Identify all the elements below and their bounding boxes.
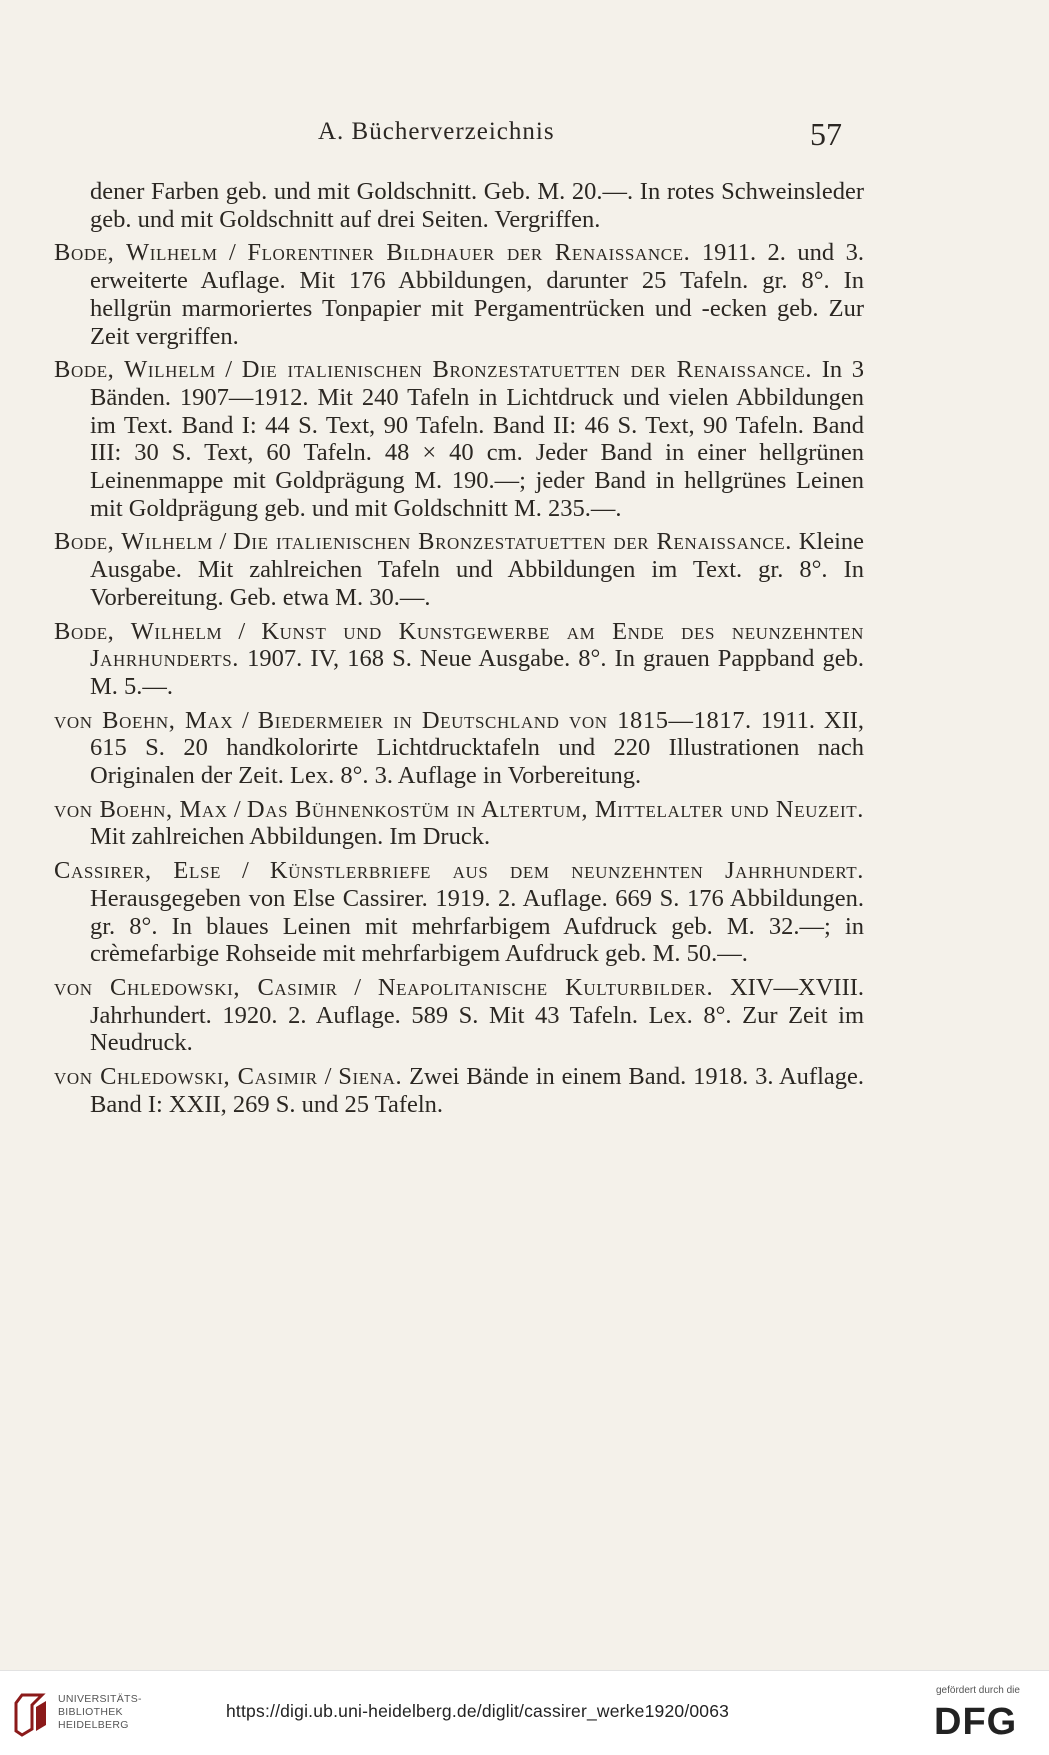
entry-title: Biedermeier in Deutschland von 1815—1817. [257, 706, 752, 734]
catalog-entry: von Boehn, Max / Biedermeier in Deutschland von 1815—1817. 1911. XII, 615 S. 20 handkolorirte Lichtdrucktafeln und 220 Illustrationen nach Originalen der Zeit. Lex. 8°. 3. Auflage in Vorbereitung. [54, 706, 865, 790]
entry-text: 1911. 2. und 3. erweiterte Auflage. Mit 176 Abbildungen, darunter 25 Tafeln. gr. 8°. In hellgrün marmoriertes Tonpapier mit Pergamentrücken und -ecken geb. Zur Zeit vergriffen. [90, 239, 865, 350]
university-library-logo-icon [12, 1691, 52, 1737]
catalog-entry: von Boehn, Max / Das Bühnenkostüm in Altertum, Mittelalter und Neuzeit. Mit zahlreichen Abbildungen. Im Druck. [54, 795, 865, 851]
entry-author: von Boehn, Max [54, 706, 234, 734]
entry-title: Florentiner Bildhauer der Renaissance. [247, 239, 691, 267]
entry-author: Bode, Wilhelm [54, 239, 218, 267]
entry-text: Kleine Ausgabe. Mit zahlreichen Tafeln und Abbildungen im Text. gr. 8°. In Vorbereitung. Geb. etwa M. 30.—. [90, 528, 865, 611]
university-library-name [58, 1693, 142, 1732]
catalog-entries [54, 178, 864, 1125]
entry-text: XIV—XVIII. Jahrhundert. 1920. 2. Auflage. 589 S. Mit 43 Tafeln. Lex. 8°. Zur Zeit im Neudruck. [90, 973, 865, 1057]
entry-author: Cassirer, Else [54, 857, 221, 885]
entry-title: Neapolitanische Kulturbilder. [377, 973, 714, 1001]
entry-text: Herausgegeben von Else Cassirer. 1919. 2. Auflage. 669 S. 176 Abbildungen. gr. 8°. In blaues Leinen mit mehrfarbigem Aufdruck geb. M. 32.—; in crèmefarbige Rohseide mit mehrfarbigem Aufdruck geb. M. 50.—. [90, 884, 864, 968]
catalog-entry: Bode, Wilhelm / Kunst und Kunstgewerbe am Ende des neunzehnten Jahrhunderts. 1907. IV, 168 S. Neue Ausgabe. 8°. In grauen Pappband geb. M. 5.—. [54, 617, 865, 700]
entry-title: Künstlerbriefe aus dem neunzehnten Jahrhundert. [269, 857, 864, 885]
entry-text: In 3 Bänden. 1907—1912. Mit 240 Tafeln in Lichtdruck und vielen Abbildungen im Text. Band I: 44 S. Text, 90 Tafeln. Band II: 46 S. Text, 90 Tafeln. Band III: 30 S. Text, 60 Tafeln. 48 × 40 cm. Jeder Band in einer hellgrünen Leinenmappe mit Goldprägung M. 190.—; jeder Band in hellgrünes Leinen mit Goldprägung geb. und mit Goldschnitt M. 235.—. [90, 356, 865, 522]
catalog-entry: von Chledowski, Casimir / Neapolitanische Kulturbilder. XIV—XVIII. Jahrhundert. 1920. 2. Auflage. 589 S. Mit 43 Tafeln. Lex. 8°. Zur Zeit im Neudruck. [54, 973, 865, 1057]
entry-text: 1911. XII, 615 S. 20 handkolorirte Lichtdrucktafeln und 220 Illustrationen nach Originalen der Zeit. Lex. 8°. 3. Auflage in Vorbereitung. [90, 706, 865, 790]
catalog-entry: Bode, Wilhelm / Die italienischen Bronzestatuetten der Renaissance. In 3 Bänden. 1907—1912. Mit 240 Tafeln in Lichtdruck und vielen Abbildungen im Text. Band I: 44 S. Text, 90 Tafeln. Band II: 46 S. Text, 90 Tafeln. Band III: 30 S. Text, 60 Tafeln. 48 × 40 cm. Jeder Band in einer hellgrünen Leinenmappe mit Goldprägung M. 190.—; jeder Band in hellgrünes Leinen mit Goldprägung geb. und mit Goldschnitt M. 235.—. [54, 356, 865, 522]
catalog-entry [54, 178, 864, 233]
institution-line: UNIVERSITÄTS- [58, 1693, 142, 1705]
institution-line: HEIDELBERG [58, 1719, 129, 1731]
catalog-entry: Bode, Wilhelm / Die italienischen Bronzestatuetten der Renaissance. Kleine Ausgabe. Mit zahlreichen Tafeln und Abbildungen im Text. gr. 8°. In Vorbereitung. Geb. etwa M. 30.—. [54, 528, 865, 611]
permalink-url[interactable]: https://digi.ub.uni-heidelberg.de/diglit/cassirer_werke1920/0063 [226, 1701, 730, 1721]
entry-title: Das Bühnenkostüm in Altertum, Mittelalter und Neuzeit. [246, 795, 865, 823]
entry-title: Siena. [338, 1063, 403, 1091]
institution-line: BIBLIOTHEK [58, 1706, 123, 1718]
entry-author: Bode, Wilhelm [54, 617, 223, 645]
running-head: A. Bücherverzeichnis [318, 118, 555, 145]
entry-title: Die italienischen Bronzestatuetten der Renaissance. [233, 528, 792, 556]
catalog-entry: von Chledowski, Casimir / Siena. Zwei Bände in einem Band. 1918. 3. Auflage. Band I: XXII, 269 S. und 25 Tafeln. [54, 1063, 865, 1118]
entry-author: von Boehn, Max [54, 795, 228, 823]
entry-author: von Chledowski, Casimir [54, 1063, 318, 1091]
entry-text: Zwei Bände in einem Band. 1918. 3. Auflage. Band I: XXII, 269 S. und 25 Tafeln. [90, 1063, 865, 1118]
entry-title: Kunst und Kunstgewerbe am Ende des neunzehnten Jahrhunderts. [90, 617, 865, 673]
catalog-entry: Cassirer, Else / Künstlerbriefe aus dem neunzehnten Jahrhundert. Herausgegeben von Else Cassirer. 1919. 2. Auflage. 669 S. 176 Abbildungen. gr. 8°. In blaues Leinen mit mehrfarbigem Aufdruck geb. M. 32.—; in crèmefarbige Rohseide mit mehrfarbigem Aufdruck geb. M. 50.—. [54, 857, 864, 968]
viewer-footer [0, 1670, 1049, 1755]
page-number: 57 [810, 116, 842, 152]
entry-title: Die italienischen Bronzestatuetten der Renaissance. [241, 356, 813, 384]
entry-author: Bode, Wilhelm [54, 356, 216, 384]
dfg-logo: DFG [934, 1701, 1018, 1743]
entry-author: Bode, Wilhelm [54, 528, 213, 556]
entry-text: Mit zahlreichen Abbildungen. Im Druck. [90, 823, 491, 851]
entry-text: dener Farben geb. und mit Goldschnitt. Geb. M. 20.—. In rotes Schweinsleder geb. und mit Goldschnitt auf drei Seiten. Vergriffen. [90, 178, 864, 233]
entry-author: von Chledowski, Casimir [54, 973, 338, 1001]
entry-text: 1907. IV, 168 S. Neue Ausgabe. 8°. In grauen Pappband geb. M. 5.—. [90, 645, 865, 700]
catalog-entry: Bode, Wilhelm / Florentiner Bildhauer der Renaissance. 1911. 2. und 3. erweiterte Auflage. Mit 176 Abbildungen, darunter 25 Tafeln. gr. 8°. In hellgrün marmoriertes Tonpapier mit Pergamentrücken und -ecken geb. Zur Zeit vergriffen. [54, 239, 865, 350]
funder-note: gefördert durch die [936, 1685, 1020, 1696]
